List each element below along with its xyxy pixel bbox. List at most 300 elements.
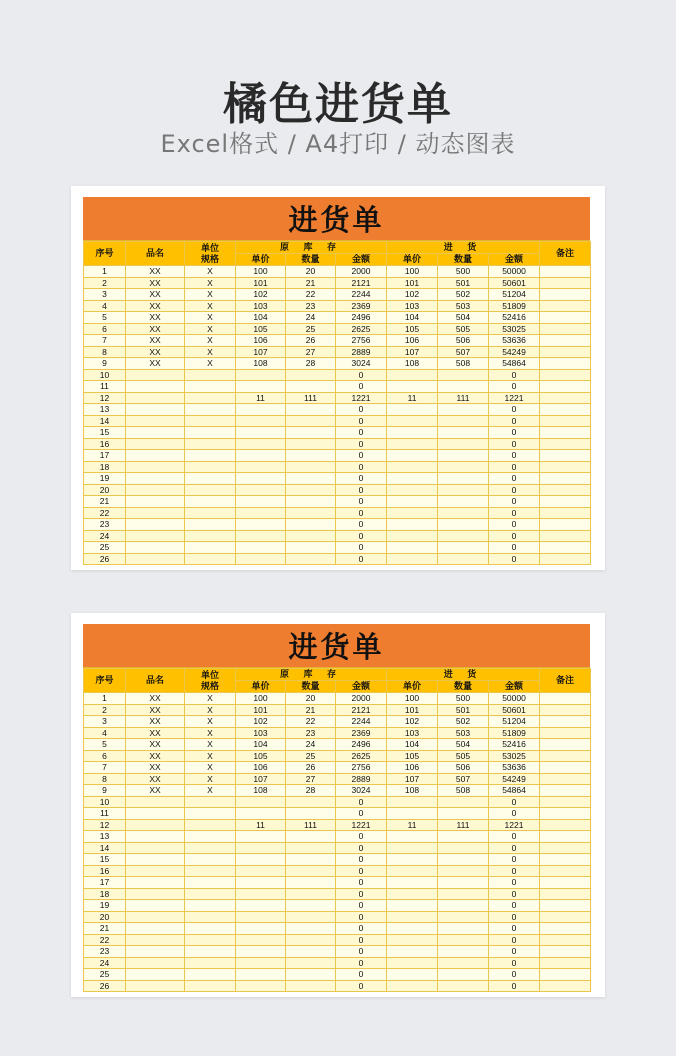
table-cell: 104: [236, 312, 286, 324]
table-cell: [236, 842, 286, 854]
table-cell: [236, 980, 286, 992]
table-cell: [438, 900, 489, 912]
table-cell: 506: [438, 762, 489, 774]
table-cell: 507: [438, 773, 489, 785]
table-cell: 0: [336, 796, 387, 808]
table-cell: 0: [336, 900, 387, 912]
table-row: [84, 358, 591, 370]
table-cell: [540, 888, 591, 900]
table-cell: [185, 877, 236, 889]
table-cell: [286, 980, 336, 992]
table-cell: 11: [387, 819, 438, 831]
table-cell: [540, 323, 591, 335]
table-cell: [236, 438, 286, 450]
table-cell: [540, 381, 591, 393]
table-cell: 54249: [489, 346, 540, 358]
table-cell: [438, 553, 489, 565]
table-row: [84, 542, 591, 554]
table-cell: [286, 888, 336, 900]
table-cell: [540, 427, 591, 439]
table-cell: 3024: [336, 358, 387, 370]
table-row: [84, 704, 591, 716]
table-cell: 500: [438, 266, 489, 278]
table-cell: [236, 854, 286, 866]
table-row: [84, 484, 591, 496]
table-cell: 51204: [489, 716, 540, 728]
table-cell: 21: [84, 496, 126, 508]
table-cell: 0: [489, 542, 540, 554]
table-row: [84, 519, 591, 531]
table-cell: X: [185, 335, 236, 347]
table-cell: [286, 369, 336, 381]
table-cell: 0: [489, 369, 540, 381]
table-cell: [286, 450, 336, 462]
table-cell: [185, 854, 236, 866]
table-cell: [540, 507, 591, 519]
table-cell: 106: [236, 335, 286, 347]
table-cell: [387, 831, 438, 843]
table-cell: [126, 553, 185, 565]
table-cell: [126, 980, 185, 992]
table-cell: [286, 461, 336, 473]
table-cell: 505: [438, 750, 489, 762]
table-cell: 0: [336, 484, 387, 496]
header-quantity: 数量: [438, 254, 489, 266]
table-cell: [236, 865, 286, 877]
table-cell: X: [185, 277, 236, 289]
table-cell: 502: [438, 716, 489, 728]
table-cell: [236, 427, 286, 439]
header-quantity: 数量: [286, 681, 336, 693]
table-cell: 53636: [489, 762, 540, 774]
table-cell: [126, 369, 185, 381]
table-cell: X: [185, 727, 236, 739]
table-cell: [387, 369, 438, 381]
table-cell: 5: [84, 739, 126, 751]
table-cell: [286, 923, 336, 935]
table-cell: 0: [489, 796, 540, 808]
table-cell: 4: [84, 727, 126, 739]
table-cell: [387, 957, 438, 969]
table-row: [84, 796, 591, 808]
table-cell: 106: [236, 762, 286, 774]
table-cell: [236, 946, 286, 958]
table-cell: 10: [84, 796, 126, 808]
table-cell: [540, 519, 591, 531]
table-row: [84, 762, 591, 774]
sheet-title: 进货单: [83, 197, 590, 241]
table-row: [84, 877, 591, 889]
table-cell: [540, 923, 591, 935]
preview-card-1: [71, 186, 605, 570]
table-row: [84, 369, 591, 381]
table-cell: [387, 415, 438, 427]
table-cell: 0: [336, 969, 387, 981]
table-cell: X: [185, 773, 236, 785]
table-row: [84, 980, 591, 992]
table-cell: [286, 831, 336, 843]
table-cell: 14: [84, 842, 126, 854]
table-cell: 51809: [489, 300, 540, 312]
table-cell: 1: [84, 693, 126, 705]
table-cell: [185, 923, 236, 935]
table-cell: [387, 473, 438, 485]
preview-card-2: [71, 613, 605, 997]
table-cell: [286, 438, 336, 450]
table-cell: XX: [126, 289, 185, 301]
header-stock-group: 原 库 存: [236, 242, 387, 254]
table-row: [84, 865, 591, 877]
table-cell: 24: [84, 530, 126, 542]
table-cell: 5: [84, 312, 126, 324]
table-cell: [286, 934, 336, 946]
table-cell: [185, 461, 236, 473]
table-cell: [438, 415, 489, 427]
table-cell: 0: [489, 865, 540, 877]
table-cell: 53025: [489, 323, 540, 335]
header-quantity: 数量: [286, 254, 336, 266]
table-cell: 0: [336, 808, 387, 820]
table-row: [84, 277, 591, 289]
table-cell: [185, 381, 236, 393]
table-cell: [286, 865, 336, 877]
table-cell: 0: [336, 934, 387, 946]
table-cell: [540, 404, 591, 416]
table-cell: 108: [236, 785, 286, 797]
table-cell: [438, 381, 489, 393]
table-cell: [236, 888, 286, 900]
table-cell: [185, 934, 236, 946]
table-cell: [540, 392, 591, 404]
table-cell: [387, 519, 438, 531]
table-cell: [286, 496, 336, 508]
table-cell: [540, 865, 591, 877]
table-cell: 1221: [336, 392, 387, 404]
table-cell: 2889: [336, 346, 387, 358]
table-row: [84, 289, 591, 301]
table-cell: 20: [84, 484, 126, 496]
table-row: [84, 381, 591, 393]
table-cell: [540, 277, 591, 289]
table-cell: 107: [387, 773, 438, 785]
table-cell: [236, 450, 286, 462]
table-cell: [387, 496, 438, 508]
table-cell: [438, 530, 489, 542]
table-cell: [387, 900, 438, 912]
table-cell: XX: [126, 335, 185, 347]
table-cell: 101: [236, 277, 286, 289]
table-cell: 105: [387, 750, 438, 762]
table-cell: 22: [286, 716, 336, 728]
table-row: [84, 739, 591, 751]
table-cell: 25: [286, 323, 336, 335]
table-cell: 0: [489, 484, 540, 496]
table-cell: 27: [286, 346, 336, 358]
table-cell: 0: [489, 553, 540, 565]
table-cell: [438, 808, 489, 820]
table-cell: 102: [236, 716, 286, 728]
table-cell: 13: [84, 831, 126, 843]
table-cell: 106: [387, 335, 438, 347]
table-cell: XX: [126, 704, 185, 716]
table-cell: 103: [387, 727, 438, 739]
table-cell: 8: [84, 773, 126, 785]
table-cell: 111: [286, 819, 336, 831]
table-cell: 104: [387, 739, 438, 751]
table-cell: 100: [236, 693, 286, 705]
table-row: [84, 553, 591, 565]
table-cell: XX: [126, 762, 185, 774]
table-cell: 11: [84, 808, 126, 820]
table-cell: [126, 415, 185, 427]
table-cell: [126, 461, 185, 473]
table-cell: [236, 911, 286, 923]
table-cell: X: [185, 346, 236, 358]
table-cell: 6: [84, 750, 126, 762]
table-cell: [286, 404, 336, 416]
table-cell: [126, 796, 185, 808]
table-cell: [540, 854, 591, 866]
table-cell: [126, 450, 185, 462]
table-cell: [126, 957, 185, 969]
table-cell: 50601: [489, 277, 540, 289]
table-cell: [236, 796, 286, 808]
table-cell: [387, 865, 438, 877]
table-cell: X: [185, 266, 236, 278]
header-name: 品名: [126, 669, 185, 693]
table-row: [84, 854, 591, 866]
table-row: [84, 335, 591, 347]
table-cell: [540, 773, 591, 785]
table-cell: 24: [286, 312, 336, 324]
table-cell: 2369: [336, 727, 387, 739]
table-cell: [236, 461, 286, 473]
table-cell: 111: [438, 819, 489, 831]
table-cell: 102: [387, 716, 438, 728]
table-cell: 2: [84, 704, 126, 716]
table-cell: [387, 484, 438, 496]
table-cell: 25: [84, 969, 126, 981]
table-cell: 52416: [489, 739, 540, 751]
table-cell: [126, 900, 185, 912]
table-row: [84, 969, 591, 981]
table-cell: [286, 808, 336, 820]
header-name: 品名: [126, 242, 185, 266]
table-cell: [540, 911, 591, 923]
table-row: [84, 496, 591, 508]
table-cell: 108: [236, 358, 286, 370]
table-cell: [286, 473, 336, 485]
table-cell: [185, 473, 236, 485]
table-cell: [438, 934, 489, 946]
table-cell: [236, 923, 286, 935]
table-cell: [185, 808, 236, 820]
table-cell: 0: [489, 507, 540, 519]
table-cell: [438, 519, 489, 531]
table-cell: [236, 369, 286, 381]
table-row: [84, 900, 591, 912]
table-cell: 50601: [489, 704, 540, 716]
table-cell: [540, 496, 591, 508]
table-cell: 18: [84, 888, 126, 900]
table-cell: [540, 969, 591, 981]
table-cell: 3: [84, 289, 126, 301]
table-cell: 50000: [489, 693, 540, 705]
table-cell: XX: [126, 266, 185, 278]
table-cell: [185, 519, 236, 531]
header-stock-group: 原 库 存: [236, 669, 387, 681]
table-cell: 105: [236, 750, 286, 762]
table-cell: [387, 980, 438, 992]
table-cell: [286, 969, 336, 981]
table-cell: [540, 819, 591, 831]
table-cell: [438, 404, 489, 416]
table-cell: 102: [387, 289, 438, 301]
table-cell: 2000: [336, 266, 387, 278]
table-cell: X: [185, 693, 236, 705]
table-cell: 504: [438, 739, 489, 751]
header-remark: 备注: [540, 242, 591, 266]
table-cell: [126, 923, 185, 935]
table-cell: 0: [336, 404, 387, 416]
table-cell: [185, 438, 236, 450]
table-cell: 2889: [336, 773, 387, 785]
table-cell: 104: [236, 739, 286, 751]
table-cell: [185, 542, 236, 554]
table-cell: 107: [236, 346, 286, 358]
table-cell: [387, 507, 438, 519]
table-cell: [540, 785, 591, 797]
table-cell: [540, 312, 591, 324]
table-cell: [185, 842, 236, 854]
table-cell: 2121: [336, 704, 387, 716]
table-cell: [286, 957, 336, 969]
table-cell: 26: [84, 980, 126, 992]
table-cell: [540, 358, 591, 370]
table-cell: [438, 831, 489, 843]
table-cell: [540, 553, 591, 565]
table-body: [84, 693, 591, 992]
purchase-table: [83, 668, 591, 992]
table-cell: [540, 693, 591, 705]
table-cell: 0: [489, 888, 540, 900]
table-cell: X: [185, 323, 236, 335]
table-cell: [540, 957, 591, 969]
table-cell: 24: [84, 957, 126, 969]
table-row: [84, 312, 591, 324]
table-cell: 100: [387, 266, 438, 278]
header-amount: 金额: [336, 681, 387, 693]
table-cell: 508: [438, 785, 489, 797]
table-cell: [540, 762, 591, 774]
table-cell: 0: [336, 957, 387, 969]
table-cell: [236, 496, 286, 508]
table-cell: 501: [438, 277, 489, 289]
table-cell: 0: [336, 427, 387, 439]
table-cell: 10: [84, 369, 126, 381]
header-unit-price: 单价: [387, 681, 438, 693]
table-cell: [185, 496, 236, 508]
table-cell: 2000: [336, 693, 387, 705]
table-cell: [438, 969, 489, 981]
table-cell: [126, 911, 185, 923]
table-cell: 1221: [489, 819, 540, 831]
table-cell: [126, 484, 185, 496]
table-cell: [126, 808, 185, 820]
table-cell: [126, 854, 185, 866]
header-spec: 单位规格: [185, 242, 236, 266]
table-cell: [387, 877, 438, 889]
table-cell: [236, 473, 286, 485]
table-cell: [387, 911, 438, 923]
table-cell: 0: [489, 842, 540, 854]
purchase-table: [83, 241, 591, 565]
table-cell: [387, 461, 438, 473]
table-cell: 0: [336, 911, 387, 923]
table-cell: [540, 335, 591, 347]
table-cell: 54249: [489, 773, 540, 785]
table-cell: XX: [126, 693, 185, 705]
table-cell: 0: [336, 831, 387, 843]
table-cell: [438, 427, 489, 439]
table-cell: [540, 716, 591, 728]
table-cell: 101: [236, 704, 286, 716]
table-cell: [126, 404, 185, 416]
table-cell: 20: [84, 911, 126, 923]
table-cell: 0: [336, 842, 387, 854]
table-cell: XX: [126, 716, 185, 728]
table-cell: [286, 381, 336, 393]
table-cell: [387, 796, 438, 808]
table-cell: 0: [489, 415, 540, 427]
header-purchase-group: 进 货: [387, 242, 540, 254]
table-cell: [126, 842, 185, 854]
table-cell: [387, 969, 438, 981]
table-cell: 0: [489, 473, 540, 485]
table-cell: 0: [336, 369, 387, 381]
table-cell: 0: [336, 438, 387, 450]
table-cell: 15: [84, 427, 126, 439]
table-cell: 105: [387, 323, 438, 335]
table-row: [84, 266, 591, 278]
table-cell: 101: [387, 704, 438, 716]
table-cell: [387, 934, 438, 946]
table-cell: 2369: [336, 300, 387, 312]
table-cell: 9: [84, 785, 126, 797]
table-cell: [236, 484, 286, 496]
table-cell: 22: [286, 289, 336, 301]
table-cell: [185, 507, 236, 519]
table-row: [84, 415, 591, 427]
table-row: [84, 323, 591, 335]
table-cell: [286, 484, 336, 496]
table-cell: 507: [438, 346, 489, 358]
table-cell: [387, 854, 438, 866]
spreadsheet: [83, 197, 590, 565]
table-cell: [126, 438, 185, 450]
table-cell: XX: [126, 300, 185, 312]
table-cell: [387, 842, 438, 854]
table-cell: 102: [236, 289, 286, 301]
table-cell: 4: [84, 300, 126, 312]
table-cell: [286, 427, 336, 439]
table-row: [84, 404, 591, 416]
table-cell: [126, 831, 185, 843]
table-cell: XX: [126, 727, 185, 739]
table-cell: 24: [286, 739, 336, 751]
table-cell: [286, 796, 336, 808]
table-cell: 25: [84, 542, 126, 554]
